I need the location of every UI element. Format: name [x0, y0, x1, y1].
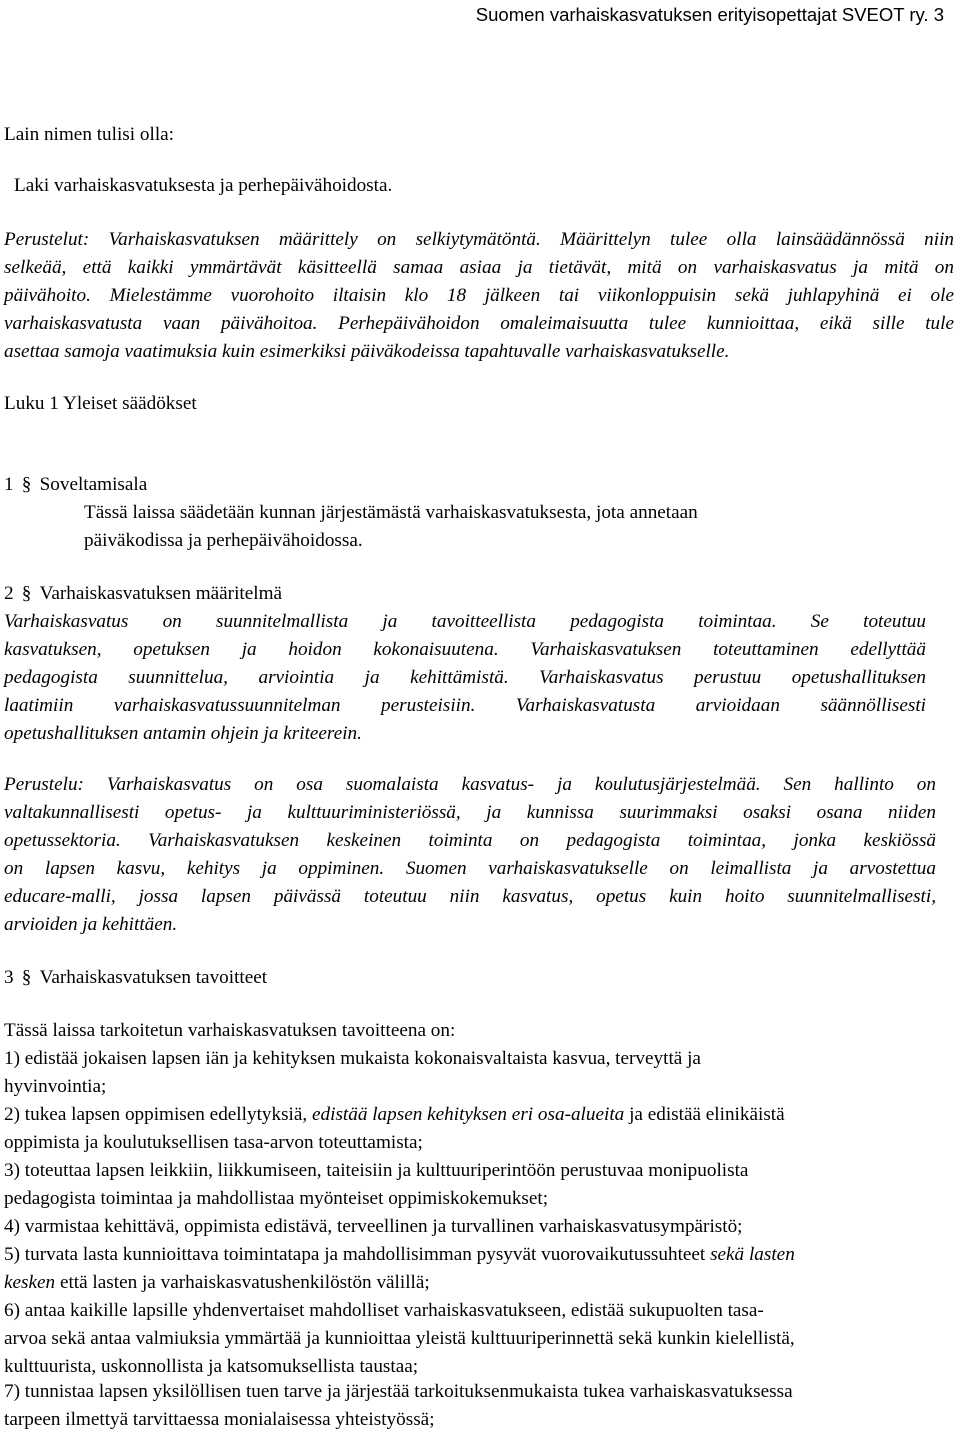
rationale-line: opetussektoria. Varhaiskasvatuksen keskeinen toiminta on pedagogista toimintaa, jonka keskiössä — [4, 830, 936, 851]
rationale-2-paragraph — [4, 771, 936, 939]
goal-line: 4) varmistaa kehittävä, oppimista edistävä, terveellinen ja turvallinen varhaiskasvatusympäristö; — [4, 1216, 743, 1237]
goal-line: 7) tunnistaa lapsen yksilöllisen tuen tarve ja järjestää tarkoituksenmukaista tukea varhaiskasvatuksessa — [4, 1381, 793, 1402]
section-line: pedagogista suunnittelua, arviointia ja kehittämistä. Varhaiskasvatus perustuu opetushallituksen — [4, 667, 926, 688]
goal-line: 3) toteuttaa lapsen leikkiin, liikkumiseen, taiteisiin ja kulttuuriperintöön perustuvaa monipuolista — [4, 1160, 749, 1181]
goal-item-1 — [4, 1045, 954, 1101]
section-3-intro: Tässä laissa tarkoitetun varhaiskasvatuksen tavoitteena on: — [4, 1020, 456, 1041]
goal-line — [4, 1101, 954, 1129]
section-title: Soveltamisala — [39, 474, 148, 495]
goal-item-7 — [4, 1378, 954, 1434]
goal-line: 6) antaa kaikille lapsille yhdenvertaiset mahdolliset varhaiskasvatukseen, edistää sukupuolten tasa- — [4, 1300, 764, 1321]
section-line: opetushallituksen antamin ohjein ja kriteerein. — [4, 723, 362, 744]
chapter-title: Luku 1 Yleiset säädökset — [4, 393, 197, 414]
goal-item-6 — [4, 1297, 954, 1381]
section-symbol: § — [21, 474, 32, 495]
section-line: Tässä laissa säädetään kunnan järjestämästä varhaiskasvatuksesta, jota annetaan — [84, 502, 698, 523]
law-name-label: Lain nimen tulisi olla: — [4, 124, 174, 145]
goal-line: arvoa sekä antaa valmiuksia ymmärtää ja kunnioittaa yleistä kulttuuriperinnettä sekä kunkin kielellistä, — [4, 1328, 795, 1349]
section-1-body — [4, 499, 944, 555]
goal-item-2 — [4, 1101, 954, 1157]
goal-line: tarpeen ilmettyä tarvittaessa monialaisessa yhteistyössä; — [4, 1409, 435, 1430]
section-title: Varhaiskasvatuksen määritelmä — [39, 583, 283, 604]
goal-text: 5) turvata lasta kunnioittava toimintatapa ja mahdollisimman pysyvät vuorovaikutussuhteet — [4, 1244, 711, 1265]
goal-item-5 — [4, 1241, 954, 1297]
goal-line: oppimista ja koulutuksellisen tasa-arvon toteuttamista; — [4, 1132, 423, 1153]
goal-line: hyvinvointia; — [4, 1076, 107, 1097]
section-1-heading — [4, 471, 954, 499]
goal-item-4 — [4, 1213, 954, 1241]
section-line: Varhaiskasvatus on suunnitelmallista ja tavoitteellista pedagogista toimintaa. Se toteutuu — [4, 611, 926, 632]
goal-text: 2) tukea lapsen oppimisen edellytyksiä, — [4, 1104, 312, 1125]
goal-text-italic: kesken — [4, 1272, 56, 1293]
goal-text-italic: edistää lapsen kehityksen eri osa-alueita — [312, 1104, 625, 1125]
rationale-line: varhaiskasvatusta vaan päivähoitoa. Perhepäivähoidon omaleimaisuutta tulee kunnioittaa, eikä sille tule — [4, 313, 954, 334]
section-number: 3 — [4, 967, 14, 988]
section-number: 2 — [4, 583, 14, 604]
goal-line — [4, 1269, 954, 1297]
goal-line — [4, 1241, 954, 1269]
rationale-line: selkeää, että kaikki ymmärtävät käsitteellä samaa asiaa ja tietävät, mitä on varhaiskasvatus ja mitä on — [4, 257, 954, 278]
section-title: Varhaiskasvatuksen tavoitteet — [39, 967, 268, 988]
section-line: päiväkodissa ja perhepäivähoidossa. — [84, 530, 363, 551]
rationale-line: valtakunnallisesti opetus- ja kulttuuriministeriössä, ja kunnissa suurimmaksi osaksi osana niiden — [4, 802, 936, 823]
rationale-line: educare-malli, jossa lapsen päivässä toteutuu niin kasvatus, opetus kuin hoito suunnitelmallisesti, — [4, 886, 936, 907]
rationale-line: asettaa samoja vaatimuksia kuin esimerkiksi päiväkodeissa tapahtuvalle varhaiskasvatukselle. — [4, 341, 730, 362]
goal-text-italic: sekä lasten — [710, 1244, 795, 1265]
goal-line: pedagogista toimintaa ja mahdollistaa myönteiset oppimiskokemukset; — [4, 1188, 549, 1209]
section-line: laatimiin varhaiskasvatussuunnitelman perusteisiin. Varhaiskasvatusta arvioidaan säännöllisesti — [4, 695, 926, 716]
goal-item-3 — [4, 1157, 954, 1213]
rationale-line: päivähoito. Mielestämme vuorohoito iltaisin klo 18 jälkeen tai viikonloppuisin sekä juhlapyhinä ei ole — [4, 285, 954, 306]
section-symbol: § — [21, 583, 32, 604]
goal-line: kulttuurista, uskonnollista ja katsomuksellista taustaa; — [4, 1356, 419, 1377]
section-2-heading — [4, 580, 954, 608]
law-name: Laki varhaiskasvatuksesta ja perhepäivähoidosta. — [14, 175, 393, 196]
section-3-heading — [4, 964, 954, 992]
rationale-paragraph — [4, 226, 954, 366]
section-symbol: § — [21, 967, 32, 988]
rationale-line: Perustelut: Varhaiskasvatuksen määrittely on selkiytymätöntä. Määrittelyn tulee olla lainsäädännössä niin — [4, 229, 954, 250]
rationale-line: Perustelu: Varhaiskasvatus on osa suomalaista kasvatus- ja koulutusjärjestelmää. Sen hallinto on — [4, 774, 936, 795]
running-header: Suomen varhaiskasvatuksen erityisopettajat SVEOT ry. 3 — [475, 4, 944, 25]
rationale-line: arvioiden ja kehittäen. — [4, 914, 178, 935]
rationale-line: on lapsen kasvu, kehitys ja oppiminen. Suomen varhaiskasvatukselle on leimallista ja arvostettua — [4, 858, 936, 879]
goal-text: ja edistää elinikäistä — [624, 1104, 785, 1125]
section-number: 1 — [4, 474, 14, 495]
goal-text: että lasten ja varhaiskasvatushenkilöstön välillä; — [55, 1272, 430, 1293]
section-2-body — [4, 608, 926, 748]
goal-line: 1) edistää jokaisen lapsen iän ja kehityksen mukaista kokonaisvaltaista kasvua, terveyttä ja — [4, 1048, 701, 1069]
section-line: kasvatuksen, opetuksen ja hoidon kokonaisuutena. Varhaiskasvatuksen toteuttaminen edellyttää — [4, 639, 926, 660]
